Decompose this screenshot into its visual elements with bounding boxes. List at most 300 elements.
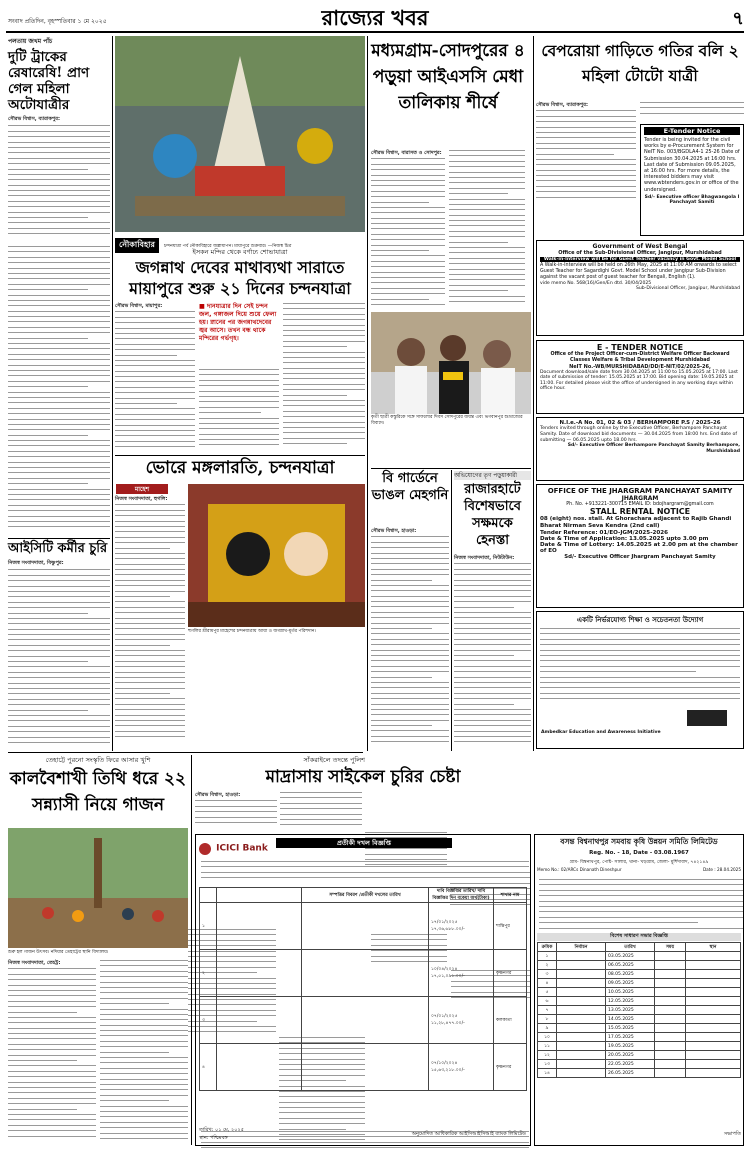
text-line	[8, 228, 110, 229]
text-line	[454, 741, 531, 742]
text-line	[449, 247, 525, 248]
text-line	[115, 526, 185, 527]
mangalarati-tag: মাহেশ	[116, 484, 168, 494]
text-line	[8, 613, 88, 614]
text-line	[8, 435, 88, 436]
text-line	[8, 737, 110, 738]
text-line	[100, 982, 188, 983]
e-tender-berhampore	[536, 417, 744, 481]
coop-reg: Reg. No. - 18, Date - 03.08.1967	[589, 850, 689, 856]
text-line	[8, 169, 88, 170]
text-line	[199, 407, 279, 408]
coop-col-header: ক্রমিক	[538, 943, 557, 952]
megani-headline: বি গার্ডেনে ভাঙল মেহগনি	[371, 471, 449, 503]
jagannath-dateline: সৌরভ বিশ্বাস, মায়াপুর:	[115, 303, 163, 309]
text-line	[8, 206, 110, 207]
truck-body-text-cont	[8, 246, 110, 534]
text-line	[100, 1133, 188, 1134]
coop-cell-time	[655, 1033, 686, 1042]
coop-cell-place	[686, 1006, 741, 1015]
text-line	[115, 408, 195, 409]
text-line	[8, 607, 110, 608]
text-line	[283, 389, 365, 390]
text-line	[199, 374, 279, 375]
text-line	[8, 742, 110, 743]
text-line	[8, 289, 88, 290]
text-line	[100, 1009, 188, 1010]
text-line	[100, 976, 188, 977]
coop-col-header: নির্বাচন	[557, 943, 606, 952]
education-ad-subtitle: Ambedkar Education and Awareness Initiative	[541, 730, 661, 735]
text-line	[371, 590, 449, 591]
text-line	[115, 585, 185, 586]
table-row	[538, 979, 741, 988]
text-line	[540, 639, 740, 640]
coop-cell-date: 22.05.2025	[606, 1060, 655, 1069]
education-ad-logo	[687, 710, 727, 726]
text-line	[536, 127, 636, 128]
text-line	[539, 928, 743, 929]
truck-headline: দুটি ট্রাকের রেষারেষি! প্রাণ গেল মহিলা অটোযাত্রীর	[8, 49, 90, 113]
text-line	[371, 169, 445, 170]
text-line	[8, 1049, 96, 1050]
icici-sign: অনুমোদিত আধিকারিক আইসিআইসিআই ব্যাংক লিমিটেড	[411, 1131, 526, 1137]
ict-dateline: নিজস্ব সংবাদদাতা, বিষ্ণুপুর:	[8, 560, 64, 566]
text-line	[371, 698, 449, 699]
text-line	[8, 720, 110, 721]
text-line	[100, 1089, 188, 1090]
text-line	[8, 316, 110, 317]
text-line	[8, 472, 110, 473]
text-line	[539, 895, 743, 896]
text-line	[8, 1130, 96, 1131]
coop-cell-name	[557, 1006, 606, 1015]
text-line	[8, 278, 110, 279]
icici-col-amount: দাবি বিজ্ঞপ্তির তারিখ/ দাবি বিজ্ঞপ্তির দিন বকেয়া অর্থ(টাকা)	[429, 888, 494, 903]
text-line	[540, 666, 740, 667]
text-line	[454, 660, 531, 661]
text-line	[454, 644, 531, 645]
text-line	[115, 704, 185, 705]
text-line	[371, 553, 449, 554]
jhargram-notice: STALL RENTAL NOTICE	[589, 507, 691, 516]
toto-headline: বেপরোয়া গাড়িতে গতির বলি ২ মহিলা টোটো যাত্রী	[541, 41, 739, 85]
text-line	[199, 434, 279, 435]
text-line	[115, 677, 185, 678]
text-line	[8, 201, 110, 202]
text-line	[371, 558, 449, 559]
text-line	[371, 736, 449, 737]
students-body-col2	[449, 150, 525, 310]
text-line	[115, 322, 195, 323]
text-line	[195, 822, 277, 823]
table-row	[538, 997, 741, 1006]
text-line	[536, 116, 636, 117]
text-line	[454, 590, 531, 591]
text-line	[540, 655, 740, 656]
text-line	[8, 375, 110, 376]
text-line	[115, 715, 185, 716]
text-line	[283, 314, 365, 315]
table-row	[538, 1033, 741, 1042]
text-line	[100, 1046, 188, 1047]
text-line	[539, 911, 743, 912]
henta-kicker: অভিযোগের তৃণ পড়ুয়াকারী	[454, 471, 531, 480]
text-line	[540, 628, 740, 629]
coop-col-header: তারিখ	[606, 943, 655, 952]
text-line	[8, 634, 110, 635]
text-line	[536, 137, 636, 138]
text-line	[283, 427, 365, 428]
truck-story	[8, 36, 110, 244]
text-line	[8, 174, 110, 175]
text-line	[454, 580, 531, 581]
text-line	[371, 633, 449, 634]
text-line	[454, 563, 531, 564]
text-line	[100, 1127, 188, 1128]
text-line	[195, 817, 277, 818]
text-line	[454, 585, 531, 586]
text-line	[454, 677, 531, 678]
truck-dateline: সৌরভ বিশ্বাস, ব্যারাকপুর:	[8, 116, 60, 122]
text-line	[115, 381, 195, 382]
students-body	[371, 150, 525, 310]
e-tender-bhagwangola-sign: Sd/- Executive officer Bhagwangola I Panchayat Samiti	[644, 194, 740, 206]
text-line	[8, 370, 110, 371]
icici-cell-branch: শান্তিপুর	[494, 903, 527, 950]
text-line	[100, 1100, 169, 1101]
text-line	[100, 992, 188, 993]
text-line	[454, 612, 531, 613]
text-line	[449, 231, 525, 232]
text-line	[371, 639, 449, 640]
icici-brand: ICICI Bank	[216, 843, 268, 854]
text-line	[100, 1014, 188, 1015]
text-line	[115, 607, 185, 608]
coop-col-header: সময়	[655, 943, 686, 952]
text-line	[449, 258, 525, 259]
page-section-title: রাজ্যের খবর	[321, 5, 429, 30]
berhampore-body: Tenders invited through online by the Executive Officer, Berhampore Panchayat Samity. Date of download bid documents — 30.04.2025 from 18:00 hrs. End date of submitting — 06.05.2025 upto 18.00 hrs.	[540, 426, 738, 443]
text-line	[8, 397, 110, 398]
text-line	[115, 425, 195, 426]
text-line	[8, 190, 110, 191]
text-line	[115, 328, 195, 329]
text-line	[8, 381, 110, 382]
text-line	[8, 1125, 96, 1126]
ict-story	[8, 541, 110, 751]
table-row	[538, 1024, 741, 1033]
text-line	[8, 1006, 96, 1007]
text-line	[8, 462, 110, 463]
gajan-photo-caption: শুরু হল গাজন উৎসব। নদিয়ার তেহাট্টের স্থানি বিদ্যালয়।	[8, 950, 109, 955]
text-line	[371, 207, 445, 208]
text-line	[449, 177, 525, 178]
text-line	[8, 602, 110, 603]
text-line	[371, 245, 445, 246]
icici-footer-place: স্থান: পশ্চিমবঙ্গ	[199, 1135, 228, 1141]
students-photo-caption: কৃতী ছাত্রী কস্তুরিকে সঙ্গে সাফল্যের দিবস সোদপুরের জয়ন্ত এবং ভগবানপুর শুভ্রাজ্যের বিবাদে।	[371, 415, 523, 426]
text-line	[371, 628, 432, 629]
text-line	[115, 504, 185, 505]
text-line	[115, 731, 185, 732]
text-line	[8, 359, 110, 360]
text-line	[115, 387, 195, 388]
icici-col-property: সম্পত্তির বিবরণ /প্রতীকী দখলের তারিখ	[302, 888, 429, 903]
text-line	[115, 365, 195, 366]
henta-dateline: নিজস্ব সংবাদদাতা, নিউটাউন:	[454, 555, 515, 561]
text-line	[365, 832, 447, 833]
text-line	[454, 628, 531, 629]
text-line	[280, 792, 362, 793]
text-line	[199, 369, 279, 370]
text-line	[283, 368, 365, 369]
text-line	[454, 633, 531, 634]
henta-headline: রাজারহাটে বিশেষভাবে সক্ষমকে হেনস্তা	[464, 482, 521, 548]
text-line	[100, 1084, 188, 1085]
text-line	[8, 489, 110, 490]
text-line	[115, 414, 195, 415]
berhampore-title: N.I.e.-A No. 01, 02 & 03 / BERHAMPORE P.S / 2025-26	[559, 420, 721, 426]
text-line	[449, 279, 525, 280]
text-line	[100, 1025, 188, 1026]
text-line	[8, 179, 110, 180]
text-line	[8, 666, 110, 667]
cycle-dateline: সৌরভ বিশ্বাস, হাওড়া:	[195, 792, 241, 798]
text-line	[8, 693, 110, 694]
coop-cell-no: ১২	[538, 1051, 557, 1060]
text-line	[8, 505, 110, 506]
coop-cell-no: ৫	[538, 988, 557, 997]
walkin-memo: vide memo No. 568(16)/Gen/En dtd. 30/04/2025	[540, 281, 652, 286]
text-line	[449, 209, 525, 210]
text-line	[371, 563, 449, 564]
text-line	[283, 405, 365, 406]
students-headline: মধ্যমগ্রাম-সোদপুরের ৪ পড়ুয়া আইএসসি মেধা তালিকায় শীর্ষে	[371, 41, 525, 113]
text-line	[115, 709, 185, 710]
coop-intro-text	[539, 879, 743, 933]
text-line	[115, 510, 185, 511]
text-line	[371, 623, 449, 624]
truck-body-text	[8, 125, 110, 234]
coop-cell-name	[557, 1069, 606, 1078]
text-line	[115, 661, 185, 662]
text-line	[100, 1138, 188, 1139]
coop-cell-date: 26.05.2025	[606, 1069, 655, 1078]
coop-cell-place	[686, 952, 741, 961]
megani-body-text	[371, 536, 449, 742]
text-line	[201, 1147, 529, 1148]
coop-cell-place	[686, 1060, 741, 1069]
coop-memo: Memo No.: 02/ARCs Dinanath Dineshpur	[537, 867, 622, 872]
text-line	[371, 547, 449, 548]
coop-cell-place	[686, 1042, 741, 1051]
text-line	[280, 808, 362, 809]
text-line	[371, 299, 429, 300]
cycle-body-col2	[280, 792, 362, 832]
text-line	[199, 444, 279, 445]
walkin-subtitle: Office of the Sub-Divisional Officer, Jangipur, Murshidabad	[558, 250, 722, 256]
temple-caption-label: নৌকাবিহার	[115, 238, 159, 253]
text-line	[540, 644, 740, 645]
coop-cell-place	[686, 970, 741, 979]
coop-cell-time	[655, 1015, 686, 1024]
walkin-title: Government of West Bengal	[592, 243, 688, 250]
text-line	[8, 257, 110, 258]
cycle-body	[195, 792, 531, 832]
coop-address: গ্রাম- বিশ্বনাথপুর, পোষ্ট- সালার, থানা- খড়গ্রাম, জেলা- মুর্শিদাবাদ, ৭৪২১৪৯	[569, 860, 709, 865]
text-line	[115, 344, 195, 345]
text-line	[8, 284, 110, 285]
text-line	[454, 639, 531, 640]
text-line	[115, 628, 185, 629]
text-line	[8, 623, 110, 624]
text-line	[540, 698, 740, 699]
text-line	[371, 666, 449, 667]
divider	[8, 752, 363, 753]
coop-cell-date: 19.05.2025	[606, 1042, 655, 1051]
megani-dateline: সৌরভ বিশ্বাস, হাওড়া:	[371, 528, 417, 534]
text-line	[454, 693, 531, 694]
text-line	[449, 193, 508, 194]
mangalarati-body-left	[115, 496, 185, 746]
coop-title: বসন্ত বিশ্বনাথপুর সমবায় কৃষি উন্নয়ন সমিতি লিমিটেড	[560, 837, 718, 846]
text-line	[371, 185, 445, 186]
coop-cell-place	[686, 1069, 741, 1078]
coop-cell-name	[557, 1060, 606, 1069]
text-line	[449, 182, 525, 183]
text-line	[115, 435, 195, 436]
text-line	[454, 617, 531, 618]
text-line	[8, 1103, 96, 1104]
cycle-kicker: সাঁকরাইলে তদন্তে পুলিশ	[303, 756, 365, 764]
text-line	[449, 296, 525, 297]
icici-col-no	[200, 888, 217, 903]
text-line	[115, 693, 170, 694]
jagannath-headline: জগন্নাথ দেবের মাথাব্যথা সারাতে মায়াপুরে শুরু ২১ দিনের চন্দনযাত্রা	[129, 258, 351, 298]
coop-cell-no: ৭	[538, 1006, 557, 1015]
text-line	[454, 671, 531, 672]
text-line	[8, 163, 110, 164]
text-line	[371, 644, 449, 645]
jhargram-sign: Sd/- Executive Officer Jhargram Panchayat Samity	[564, 554, 716, 560]
text-line	[536, 170, 636, 171]
text-line	[115, 601, 185, 602]
text-line	[115, 403, 177, 404]
photo-illustration	[8, 828, 188, 948]
text-line	[536, 121, 636, 122]
text-line	[8, 1065, 96, 1066]
coop-col-header: স্থান	[686, 943, 741, 952]
text-line	[8, 408, 110, 409]
text-line	[454, 666, 531, 667]
text-line	[280, 819, 362, 820]
icici-logo	[199, 838, 269, 856]
text-line	[454, 720, 531, 721]
coop-cell-name	[557, 1033, 606, 1042]
text-line	[539, 879, 743, 880]
text-line	[8, 413, 110, 414]
text-line	[115, 634, 185, 635]
icici-cell-amount: ১০/০৪/২০২৪ ১৭,৫১,০৯১.০০/-	[429, 950, 494, 997]
text-line	[371, 175, 445, 176]
text-line	[449, 269, 525, 270]
text-line	[8, 677, 110, 678]
text-line	[8, 731, 110, 732]
govt-walkin-notice	[536, 240, 744, 336]
mangalarati-photo-caption: হুগলির শ্রীরামপুর মাহেশের চন্দনযাত্রায় আয়া ও জগন্নাথ-মূর্তর পরিশদান।	[188, 629, 316, 634]
text-line	[115, 720, 185, 721]
text-line	[8, 217, 88, 218]
coop-cell-no: ৮	[538, 1015, 557, 1024]
text-line	[536, 197, 636, 198]
text-line	[115, 311, 195, 312]
text-line	[454, 687, 531, 688]
text-line	[283, 443, 347, 444]
backward-nit: NeIT No.-WB/MURSHIDABAD/DD/E-NIT/02/2025-26,	[569, 363, 711, 370]
text-line	[8, 478, 110, 479]
text-line	[536, 180, 636, 181]
text-line	[115, 333, 195, 334]
table-row	[200, 1044, 527, 1091]
text-line	[371, 261, 445, 262]
students-dateline: সৌরভ বিশ্বাস, বারাসত ও সোদপুর:	[371, 150, 442, 156]
text-line	[100, 1068, 188, 1069]
text-line	[449, 252, 525, 253]
text-line	[8, 429, 110, 430]
coop-cell-place	[686, 979, 741, 988]
text-line	[8, 510, 110, 511]
gajan-body	[8, 960, 188, 1146]
coop-cell-no: ৬	[538, 997, 557, 1006]
text-line	[8, 467, 110, 468]
text-line	[115, 688, 185, 689]
jagannath-pull-quote-text: ■ দানযাত্রার দিন সেই চন্দন জল, গঙ্গাজল দিয়ে শুয়ে ফেলা হয়। স্নানের পর জগন্নাথদেবের জ্বর আসে। তখন বন্ধ থাকে মন্দিরের গর্ভগৃহ।	[199, 303, 277, 342]
text-line	[8, 661, 88, 662]
text-line	[539, 890, 743, 891]
text-line	[283, 352, 365, 353]
coop-cell-time	[655, 1042, 686, 1051]
backward-body: Document download/sale date from 30.04.2025 at 11:00 to 15.05.2025 at 17:00. Last date of submission of tender: 15.05.2025 at 17:00. Bid opening date: 19.05.2025 at 11:00. For detailed please visit the office of undersigned in any working days within office hour.	[540, 369, 738, 392]
text-line	[283, 330, 365, 331]
text-line	[454, 704, 514, 705]
text-line	[115, 392, 195, 393]
text-line	[100, 1041, 188, 1042]
text-line	[115, 360, 195, 361]
text-line	[449, 166, 525, 167]
gajan-kicker: তেহাট্টে পুরনো সংস্কৃতি ফিরে আসার খুশি	[45, 756, 151, 764]
text-line	[199, 418, 279, 419]
text-line	[371, 596, 449, 597]
walkin-bar: Walk-in-Interview will be for Guest Teacher vacancy in Govt. Model School	[540, 257, 740, 262]
text-line	[283, 400, 365, 401]
text-line	[8, 343, 110, 344]
text-line	[8, 451, 110, 452]
text-line	[371, 671, 449, 672]
text-line	[371, 687, 449, 688]
text-line	[371, 650, 449, 651]
divider	[371, 468, 531, 469]
text-line	[371, 164, 445, 165]
text-line	[283, 384, 365, 385]
icici-cell-no: ১	[200, 903, 217, 950]
text-line	[100, 998, 188, 999]
text-line	[8, 1071, 96, 1072]
text-line	[115, 553, 185, 554]
icici-cell-branch: কৃষ্ণনগর	[494, 1044, 527, 1091]
text-line	[201, 877, 529, 878]
cycle-headline: মাদ্রাসায় সাইকেল চুরির চেষ্টা	[265, 767, 461, 787]
